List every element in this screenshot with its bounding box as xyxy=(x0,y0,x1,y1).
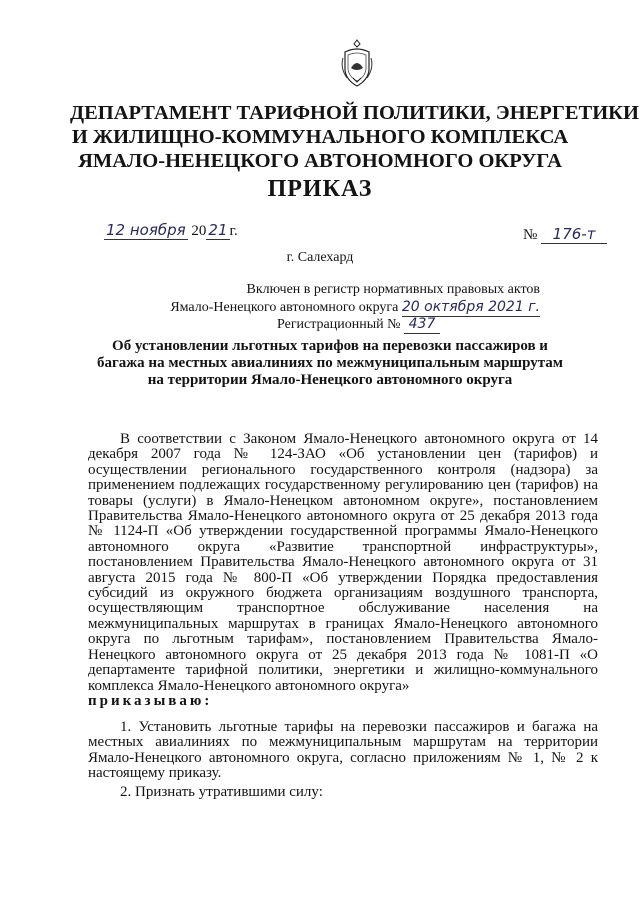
document-type-title: ПРИКАЗ xyxy=(267,176,373,202)
preamble-paragraph: В соответствии с Законом Ямало-Ненецкого автономного округа от 14 декабря 2007 года № 124-ЗАО «Об установлении цен (тарифов) и осуществлении регионального государственного контроля (надзора) за применением подлежащих государственному регулированию цен (тарифов) на товары (услуги) в Ямало-Ненецком автономном округе», постановлением Правительства Ямало-Ненецкого автономного округа от 25 декабря 2013 года № 1124-П «Об утверждении государственной программы Ямало-Ненецкого автономного округа «Развитие транспортной инфраструктуры», постановлением Правительства Ямало-Ненецкого автономного округа от 31 августа 2015 года № 800-П «Об утверждении Порядка предоставления субсидий из окружного бюджета организациям воздушного транспорта, осуществляющим транспортное обслуживание населения на межмуниципальных маршрутах в границах Ямало-Ненецкого автономного округа по льготным тарифам», постановлением Правительства Ямало-Ненецкого автономного округа от 25 декабря 2013 года № 1081-П «О департаменте тарифной политики, энергетики и жилищно-коммунального комплекса Ямало-Ненецкого автономного округа» xyxy=(88,431,598,694)
order-word-text: приказываю: xyxy=(88,692,213,709)
preamble-block xyxy=(88,432,598,709)
registry-line-2-text: Ямало-Ненецкого автономного округа xyxy=(170,300,399,315)
registry-number-label: Регистрационный № xyxy=(277,317,401,332)
department-header xyxy=(70,101,639,173)
order-item: 1. Установить льготные тарифы на перевозки пассажиров и багажа на местных авиалиниях по межмуниципальным маршрутам на территории Ямало-Ненецкого автономного округа, согласно приложениям № 1, № 2 к настоящему приказу. xyxy=(88,719,598,782)
number-handwritten: 176-т xyxy=(541,225,607,244)
department-line: ДЕПАРТАМЕНТ ТАРИФНОЙ ПОЛИТИКИ, ЭНЕРГЕТИКИ xyxy=(70,102,639,124)
order-items xyxy=(88,720,598,800)
year-prefix: 20 xyxy=(191,223,207,239)
order-item: 2. Признать утратившими силу: xyxy=(120,783,323,800)
date-suffix: г. xyxy=(229,223,238,239)
number-label: № xyxy=(523,227,538,243)
registry-line-3 xyxy=(140,315,440,334)
document-date xyxy=(104,221,238,240)
department-line: ЯМАЛО-НЕНЕЦКОГО АВТОНОМНОГО ОКРУГА xyxy=(78,150,562,172)
document-subject: Об установлении льготных тарифов на перевозки пассажиров и багажа на местных авиалиниях по межмуниципальным маршрутам на территории Ямало-Ненецкого автономного округа xyxy=(96,338,563,388)
department-line: И ЖИЛИЩНО-КОММУНАЛЬНОГО КОМПЛЕКСА xyxy=(71,126,569,148)
registry-line-1: Включен в регистр нормативных правовых актов xyxy=(246,282,540,297)
registry-date-handwritten: 20 октября 2021 г. xyxy=(401,299,540,315)
date-handwritten: 12 ноября xyxy=(106,221,186,239)
year-handwritten: 21 xyxy=(208,221,228,239)
city: г. Салехард xyxy=(286,250,354,265)
document-number xyxy=(523,225,607,244)
registry-number-handwritten: 437 xyxy=(404,315,440,334)
order-word xyxy=(88,694,598,709)
coat-of-arms-emblem xyxy=(339,38,375,90)
